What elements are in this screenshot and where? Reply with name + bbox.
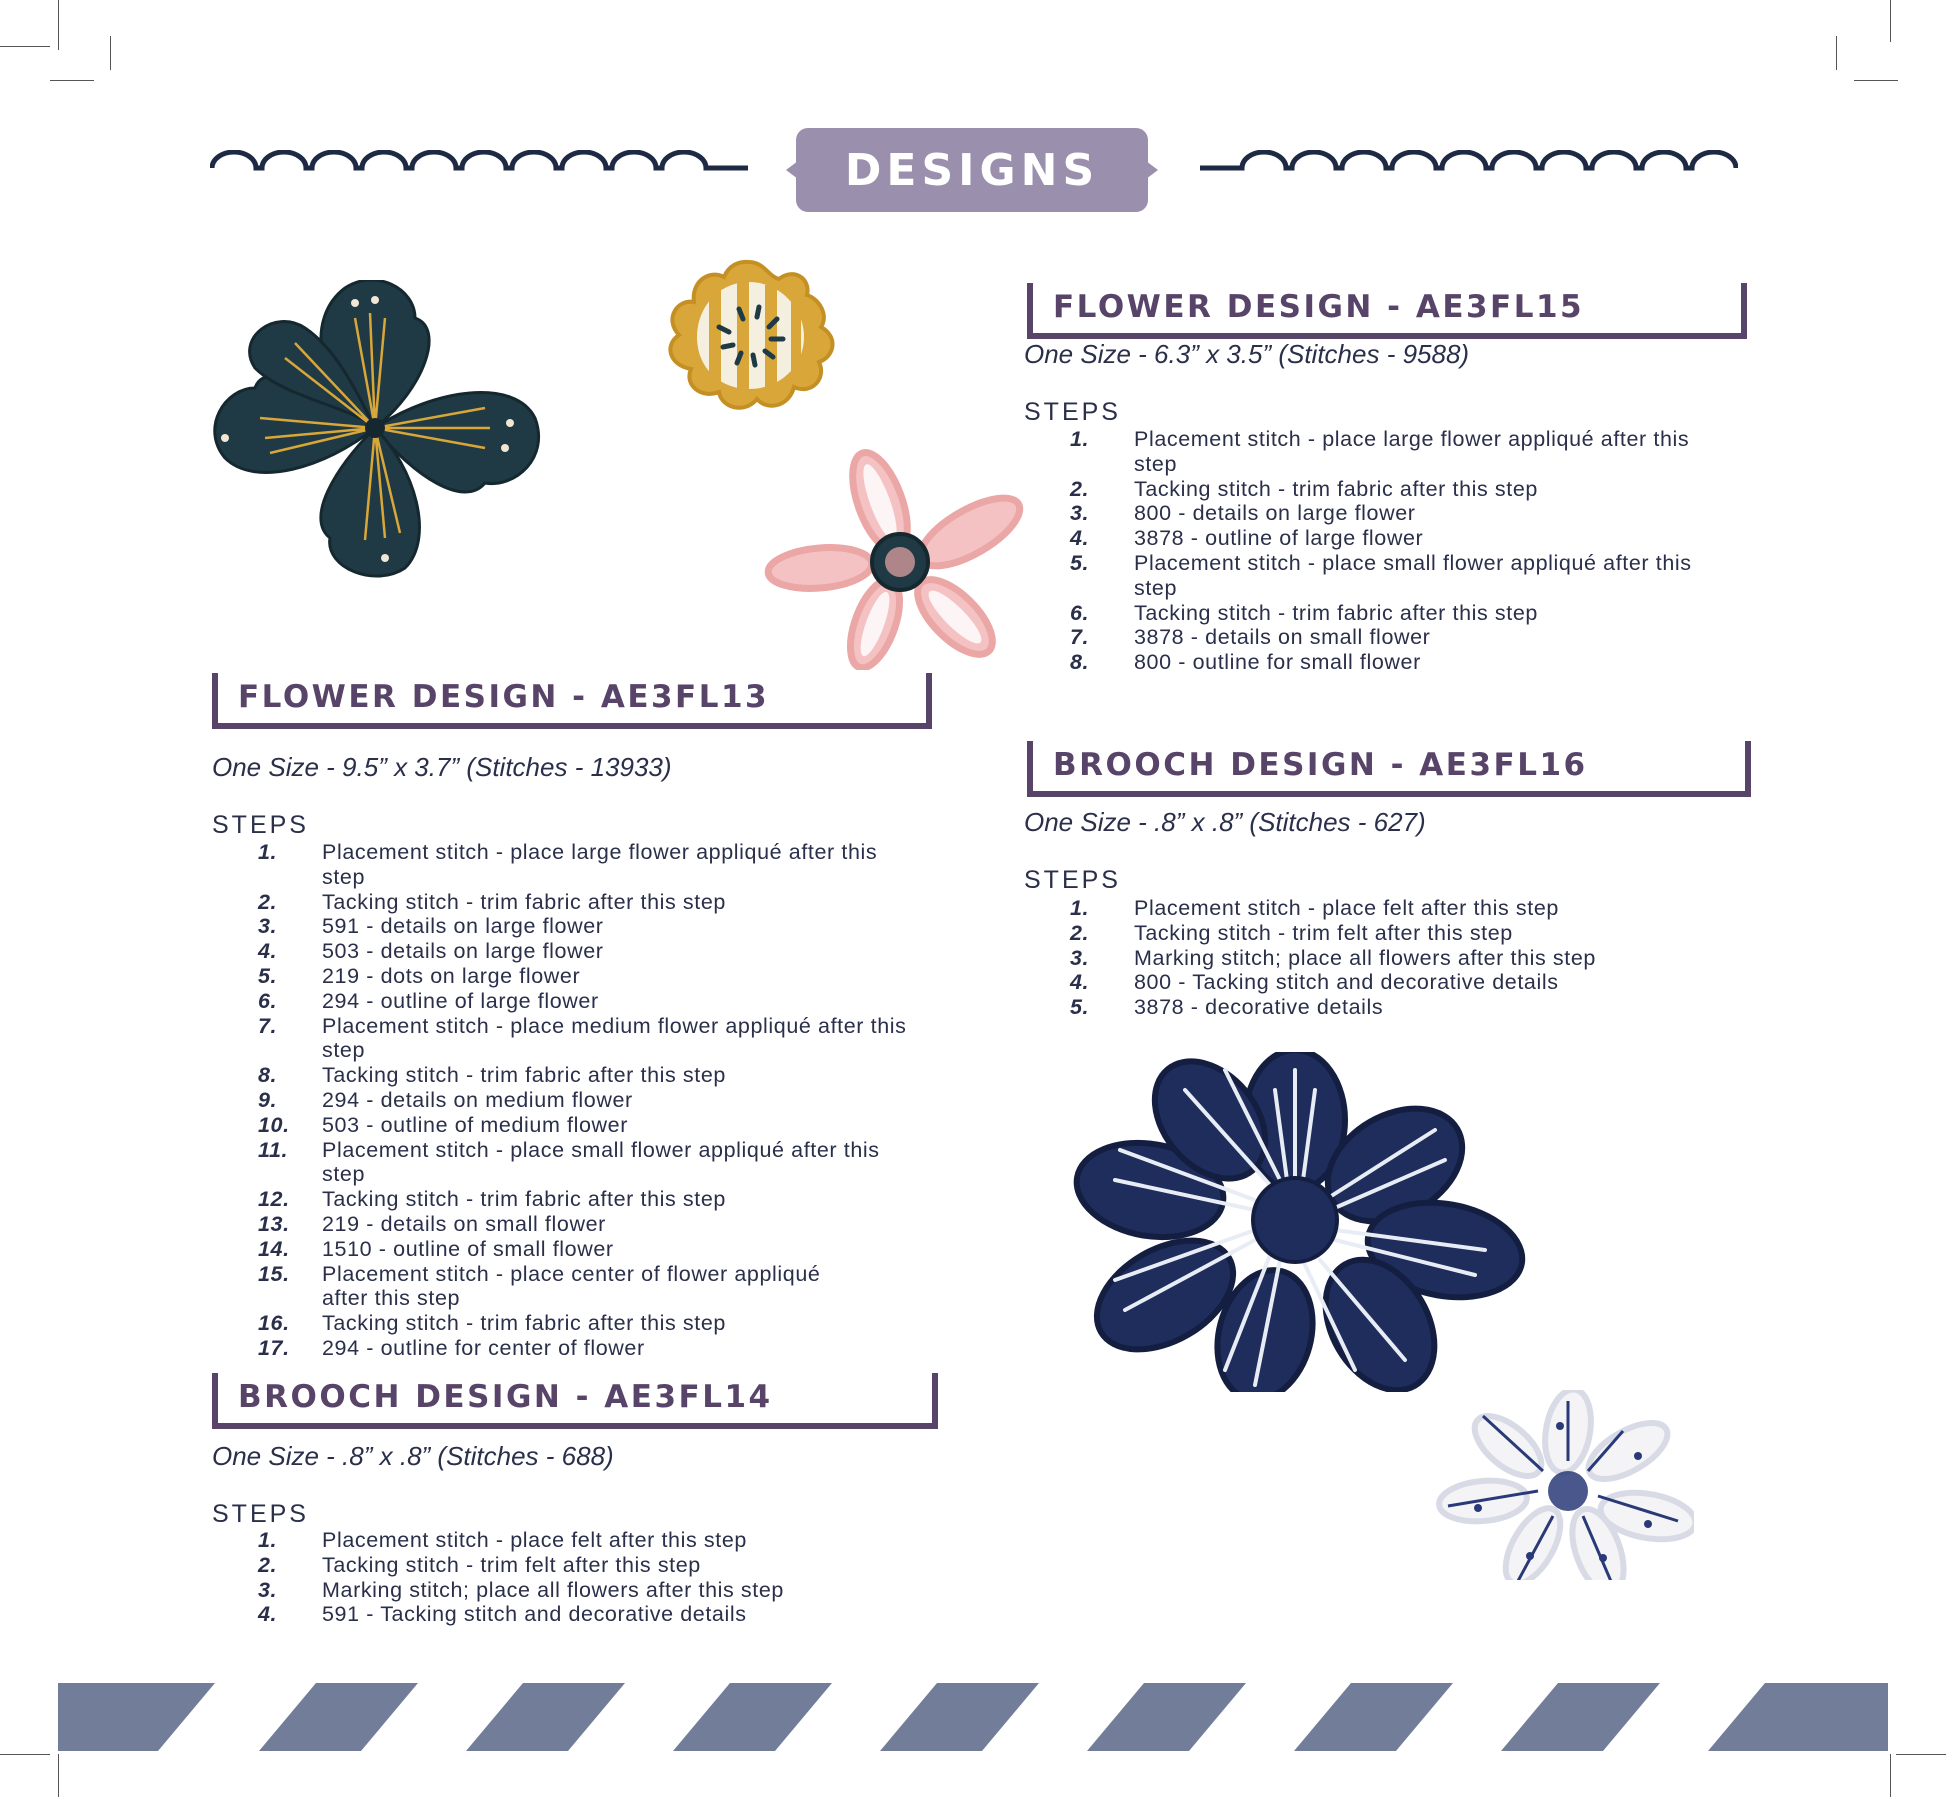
step-item: 7. Placement stitch - place medium flower appliqué after this step: [258, 1013, 907, 1063]
footer-stripe-band: [58, 1683, 1888, 1751]
step-item: 2. Tacking stitch - trim fabric after this step: [258, 889, 726, 914]
step-item: 4. 3878 - outline of large flower: [1070, 526, 1424, 551]
steps-heading: STEPS: [1024, 866, 1121, 894]
steps-heading: STEPS: [1024, 398, 1121, 426]
step-item: 8. Tacking stitch - trim fabric after this step: [258, 1063, 726, 1088]
step-item: 17. 294 - outline for center of flower: [258, 1335, 645, 1360]
step-item: 8. 800 - outline for small flower: [1070, 650, 1421, 675]
step-item: 2. Tacking stitch - trim felt after this step: [1070, 920, 1513, 945]
section-title: BROOCH DESIGN - AE3FL14: [238, 1379, 773, 1415]
navy-daisy-image: [1058, 1052, 1538, 1392]
small-blue-white-flower-image: [1432, 1390, 1694, 1580]
steps-list: [258, 1528, 938, 1627]
steps-heading: STEPS: [212, 811, 309, 839]
step-item: 2. Tacking stitch - trim felt after this step: [258, 1552, 701, 1577]
step-item: 15. Placement stitch - place center of flower appliqué after this step: [258, 1261, 821, 1311]
section-header-ae3fl16: [1027, 741, 1751, 797]
step-item: 13. 219 - details on small flower: [258, 1211, 606, 1236]
header-scallop-left: [210, 150, 750, 176]
step-item: 1. Placement stitch - place felt after this step: [258, 1528, 747, 1552]
step-item: 1. Placement stitch - place felt after this step: [1070, 896, 1559, 920]
step-item: 1. Placement stitch - place large flower appliqué after this step: [258, 840, 878, 889]
step-item: 9. 294 - details on medium flower: [258, 1087, 633, 1112]
step-item: 11. Placement stitch - place small flower appliqué after this step: [258, 1137, 880, 1187]
step-item: 3. Marking stitch; place all flowers after this step: [258, 1577, 784, 1602]
section-header-ae3fl13: [212, 673, 932, 729]
step-item: 5. Placement stitch - place small flower appliqué after this step: [1070, 550, 1692, 600]
crop-mark: [1836, 36, 1837, 70]
crop-mark: [58, 1754, 59, 1797]
crop-mark: [110, 36, 111, 70]
step-item: 14. 1510 - outline of small flower: [258, 1236, 614, 1261]
step-item: 4. 503 - details on large flower: [258, 939, 604, 964]
steps-list: [1070, 427, 1730, 675]
crop-mark: [1890, 0, 1891, 42]
step-item: 3. 800 - details on large flower: [1070, 501, 1416, 526]
section-title: FLOWER DESIGN - AE3FL13: [238, 679, 770, 715]
pink-daisy-image: [742, 448, 1038, 670]
step-item: 3. Marking stitch; place all flowers after this step: [1070, 945, 1596, 970]
step-item: 4. 591 - Tacking stitch and decorative details: [258, 1602, 747, 1627]
section-header-ae3fl15: [1027, 283, 1747, 339]
yellow-striped-flower-image: [636, 256, 862, 418]
step-item: 7. 3878 - details on small flower: [1070, 625, 1431, 650]
section-header-ae3fl14: [212, 1373, 938, 1429]
step-item: 12. Tacking stitch - trim fabric after this step: [258, 1187, 726, 1212]
size-info: One Size - .8” x .8” (Stitches - 688): [212, 1441, 614, 1471]
large-dark-flower-image: [170, 280, 590, 580]
header-scallop-right: [1198, 150, 1738, 176]
size-info: One Size - 6.3” x 3.5” (Stitches - 9588): [1024, 339, 1470, 369]
step-item: 3. 591 - details on large flower: [258, 914, 604, 939]
crop-mark: [1896, 1754, 1946, 1755]
section-title: BROOCH DESIGN - AE3FL16: [1053, 747, 1588, 783]
size-info: One Size - 9.5” x 3.7” (Stitches - 13933): [212, 752, 672, 782]
step-item: 2. Tacking stitch - trim fabric after this step: [1070, 476, 1538, 501]
step-item: 6. Tacking stitch - trim fabric after this step: [1070, 600, 1538, 625]
step-item: 5. 219 - dots on large flower: [258, 963, 581, 988]
page-title-badge: [796, 128, 1148, 212]
size-info: One Size - .8” x .8” (Stitches - 627): [1024, 807, 1426, 837]
step-item: 4. 800 - Tacking stitch and decorative details: [1070, 970, 1559, 995]
crop-mark: [1854, 80, 1898, 81]
step-item: 1. Placement stitch - place large flower appliqué after this step: [1070, 427, 1690, 476]
step-item: 6. 294 - outline of large flower: [258, 988, 599, 1013]
crop-mark: [50, 80, 94, 81]
steps-heading: STEPS: [212, 1500, 309, 1528]
page-title: DESIGNS: [844, 144, 1100, 196]
step-item: 10. 503 - outline of medium flower: [258, 1112, 629, 1137]
step-item: 5. 3878 - decorative details: [1070, 995, 1384, 1020]
steps-list: [1070, 896, 1730, 1020]
section-title: FLOWER DESIGN - AE3FL15: [1053, 289, 1585, 325]
steps-list: [258, 840, 938, 1361]
step-item: 16. Tacking stitch - trim fabric after this step: [258, 1311, 726, 1336]
crop-mark: [0, 46, 50, 47]
crop-mark: [0, 1754, 50, 1755]
crop-mark: [1890, 1754, 1891, 1797]
crop-mark: [58, 0, 59, 50]
